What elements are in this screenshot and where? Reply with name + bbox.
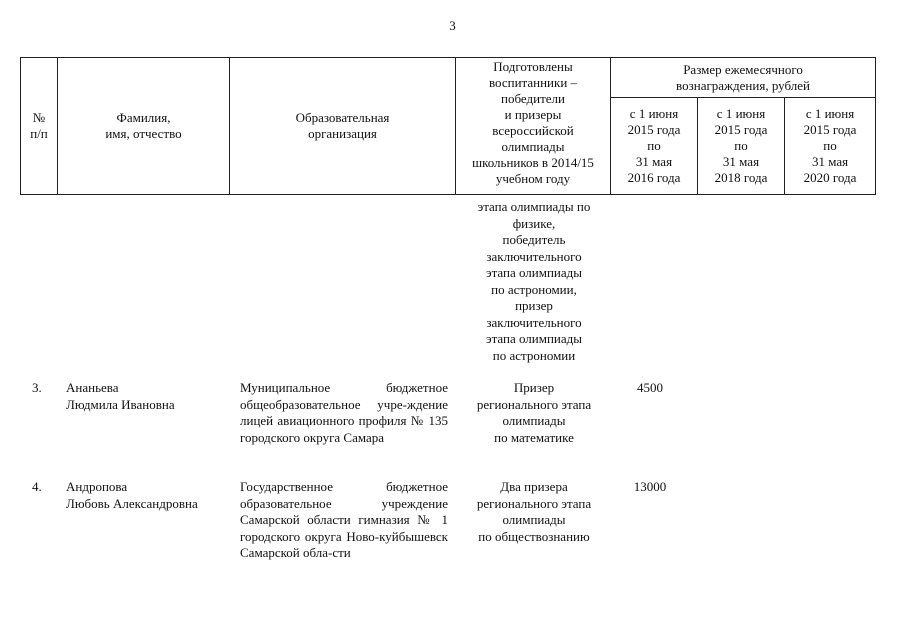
row-full-name: Андропова Любовь Александровна [66, 479, 198, 511]
header-achievement: Подготовлены воспитанники – победители и призеры всероссийской олимпиады школьников в 2014/15 учебном году [456, 58, 611, 195]
header-organization: Образовательная организация [230, 58, 456, 195]
row-amount: 13000 [633, 479, 667, 494]
header-period-2018: с 1 июня 2015 года по 31 мая 2018 года [698, 98, 785, 195]
page-number: 3 [449, 18, 456, 33]
header-reward-group: Размер ежемесячного вознаграждения, рублей [611, 58, 876, 98]
row-achievement: Два призера регионального этапа олимпиады по обществознанию [476, 479, 592, 544]
row-organization: Муниципальное бюджетное общеобразовательное учре-ждение лицей авиационного профиля № 135 городского округа Самара [240, 380, 448, 445]
row-number: 4. [32, 479, 42, 494]
row-achievement: Призер регионального этапа олимпиады по математике [476, 380, 592, 445]
header-full-name: Фамилия, имя, отчество [58, 58, 230, 195]
row-number: 3. [32, 380, 42, 395]
header-period-2020: с 1 июня 2015 года по 31 мая 2020 года [785, 98, 876, 195]
continued-achievement-text: этапа олимпиады по физике, победитель заключительного этапа олимпиады по астрономии, призер заключительного этапа олимпиады по астрономии [477, 199, 591, 363]
row-amount: 4500 [637, 380, 663, 395]
row-full-name: Ананьева Людмила Ивановна [66, 380, 175, 412]
header-number: № п/п [21, 58, 58, 195]
row-organization: Государственное бюджетное образовательное учреждение Самарской области гимназия № 1 городского округа Ново-куйбышевск Самарской обла-сти [240, 479, 448, 560]
header-period-2016: с 1 июня 2015 года по 31 мая 2016 года [611, 98, 698, 195]
